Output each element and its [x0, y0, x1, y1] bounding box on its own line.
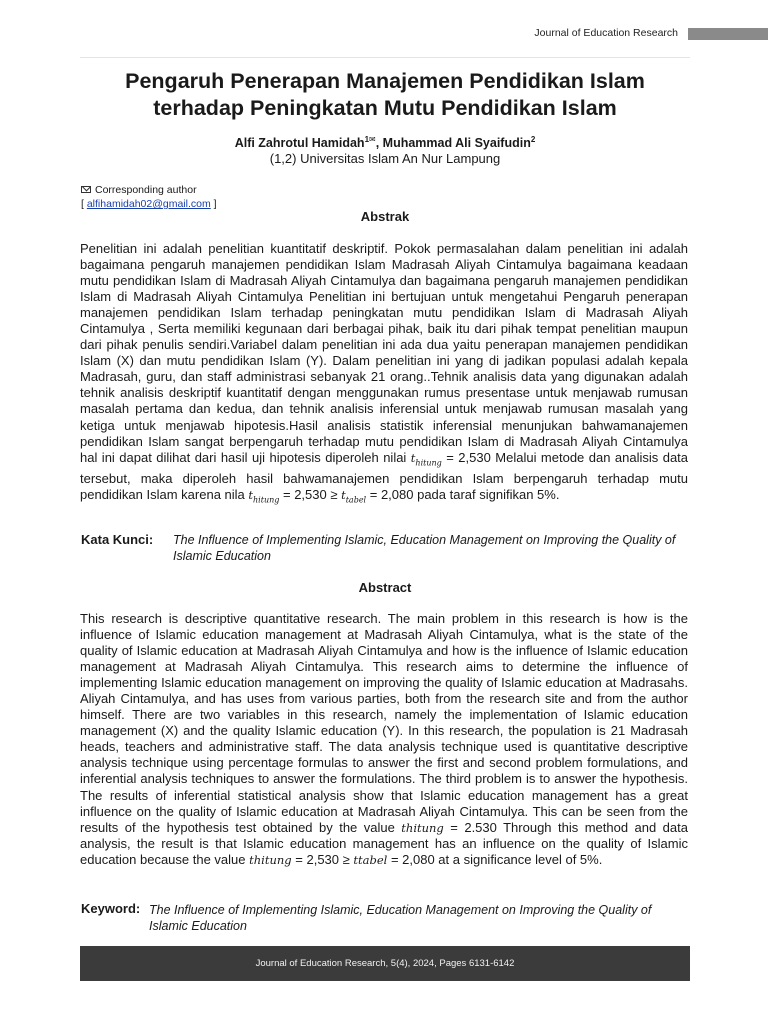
kata-kunci-text: The Influence of Implementing Islamic, Education Management on Improving the Quality of Islamic Education [173, 533, 676, 563]
abstract-text-part-4: = 2,080 at a significance level of 5%. [387, 851, 603, 867]
t-tabel-symbol [341, 488, 367, 505]
thitung-symbol: thitung [401, 820, 444, 835]
keyword-label: Keyword: [81, 901, 141, 916]
abstract-text-part-2: = 2.530 Through this method and data analysis, the result is that Islamic education management has an influence on the quality of Islamic education because the value [80, 819, 688, 867]
title-line-2: terhadap Peningkatan Mutu Pendidikan Islam [153, 96, 617, 120]
author-list [80, 135, 690, 150]
paper-title [80, 68, 690, 122]
envelope-icon [81, 186, 91, 193]
abstrak-text [80, 241, 688, 508]
author-1: Alfi Zahrotul Hamidah [234, 136, 365, 151]
email-link[interactable]: alfihamidah02@gmail.com [86, 198, 211, 210]
t-hitung-symbol-2 [248, 488, 280, 505]
abstract-text-part-1: This research is descriptive quantitative research. The main problem in this research is how is the influence of Islamic education management at Madrasah Aliyah Cintamulya, what is the state of the quality of Islamic education at Madrasah Aliyah Cintamulya and how is the influence of Islamic education management at Madrasah Aliyah Cintamulya. This research aims to determine the influence of implementing Islamic education management on improving the quality of Islamic education at Madrasahs. Aliyah Cintamulya, and has uses from various parties, both from the research site and from the author himself. There are two variables in this research, namely the implementation of Islamic education management (X) and the quality Islamic education (Y). In this research, the population is 21 Madrasah heads, teachers and administrative staff. The data analysis technique used is quantitative descriptive analysis technique using percentage formulas to answer the first and second problem formulations, and inferential analysis techniques to answer the formulations. The third problem is to answer the hypothesis. The results of inferential statistical analysis show that Islamic education management has a great influence on the quality of Islamic education at Madrasah Aliyah Cintamulya. This can be seen from the results of the hypothesis test obtained by the value [80, 611, 688, 835]
email-close-bracket: ] [210, 198, 217, 210]
corresponding-author-label: Corresponding author [95, 184, 197, 196]
kata-kunci-label: Kata Kunci: [81, 532, 154, 547]
header-accent-bar [688, 28, 768, 40]
t-hitung-symbol [411, 451, 442, 465]
t-hitung-subscript-2: hitung [253, 495, 280, 505]
ttabel-symbol: ttabel [353, 852, 388, 867]
t-symbol-2: t [248, 488, 254, 502]
email-open-bracket: [ [81, 198, 87, 210]
t-symbol-3: t [341, 488, 346, 502]
abstrak-heading: Abstrak [360, 209, 410, 224]
t-hitung-subscript: hitung [415, 457, 442, 467]
thitung-symbol-2: thitung [249, 852, 292, 867]
abstract-heading: Abstract [358, 580, 412, 595]
corresponding-author-line [81, 183, 217, 197]
abstrak-text-part-1: Penelitian ini adalah penelitian kuantitatif deskriptif. Pokok permasalahan dalam penelitian ini adalah bagaimana pengaruh manajemen pendidikan Islam Madrasah Aliyah Cintamulya bagaimana keadaan mutu pendidikan Islam di Madrasah Aliyah Cintamulya dan bagaimana pengaruh manajemen pendidikan Islam di Madrasah Aliyah Cintamulya Penelitian ini bertujuan untuk mengetahui Pengaruh penerapan manajemen pendidikan Islam terhadap peningkatan mutu pendidikan Islam di Madrasah Aliyah Cintamulya , Serta memiliki kegunaan dari berbagai pihak, baik itu dari pihak tempat penelitian maupun dari pihak penulis sendiri.Variabel dalam penelitian ini ada dua yaitu penerapan manajemen pendidikan Islam (X) dan mutu pendidikan Islam (Y). Dalam penelitian ini yang di jadikan populasi adalah kepala Madrasah, guru, dan staff administrasi sebanyak 21 orang..Tehnik analisis data yang digunakan adalah tehnik analisis deskriptif kuantitatif dengan menggunakan rumus presentase untuk menjawab rumusan masalah pertama dan kedua, dan tehnik analisis inferensial untuk menjawab rumusan masalah yang ketiga untuk menjawab hipotesis.Hasil analisis statistik inferensial menunjukan bahwamanajemen pendidikan Islam sangat berpengaruh terhadap mutu pendidikan Islam di Madrasah Aliyah Cintamulya hal ini dapat dilihat dari hasil uji hipotesis diperoleh nilai [80, 241, 688, 465]
correspondence-block [81, 183, 217, 211]
abstract-text [80, 611, 688, 868]
abstrak-text-part-4: = 2,080 pada taraf signifikan 5%. [366, 487, 560, 502]
abstrak-text-part-2: = 2,530 Melalui metode dan analisis data tersebut, maka diperoleh hasil bahwamanajemen pendidikan Islam berpengaruh terhadap mutu pendidikan Islam karena nila [80, 449, 689, 502]
t-tabel-subscript: tabel [345, 495, 367, 505]
keyword-text: The Influence of Implementing Islamic, Education Management on Improving the Quality of Islamic Education [149, 903, 652, 933]
title-line-1: Pengaruh Penerapan Manajemen Pendidikan Islam [125, 69, 645, 93]
author-2-marker: 2 [530, 135, 536, 144]
header-divider [80, 57, 690, 58]
abstrak-text-part-3: = 2,530 ≥ [279, 487, 342, 502]
abstract-text-part-3: = 2,530 ≥ [291, 851, 354, 867]
footer-citation: Journal of Education Research, 5(4), 2024, Pages 6131-6142 [80, 946, 690, 981]
author-separator: , [375, 136, 383, 151]
author-2: Muhammad Ali Syaifudin [382, 136, 531, 151]
t-symbol: t [410, 450, 416, 465]
author-1-marker: 1✉ [364, 135, 376, 144]
running-header-journal: Journal of Education Research [534, 27, 678, 39]
affiliation: (1,2) Universitas Islam An Nur Lampung [269, 151, 501, 166]
